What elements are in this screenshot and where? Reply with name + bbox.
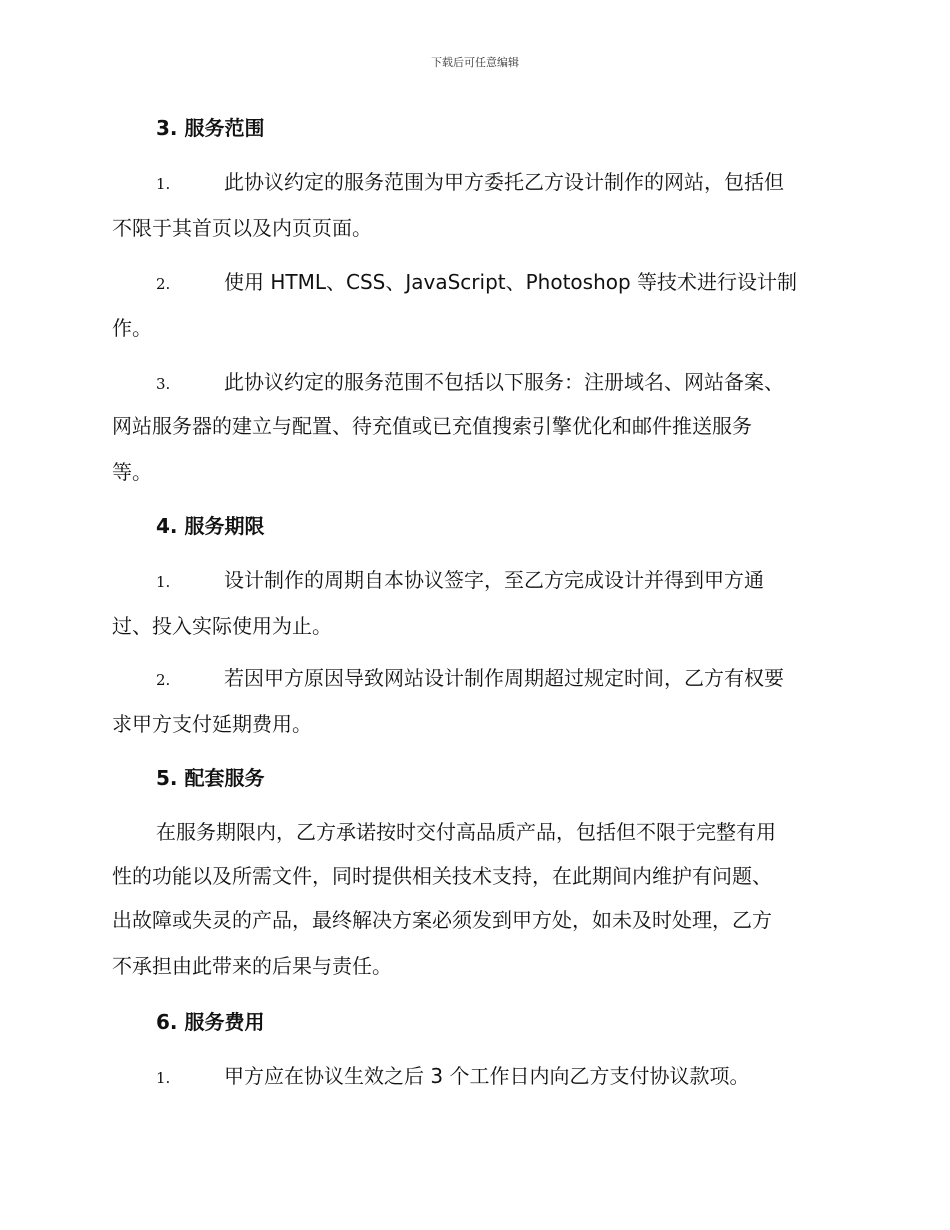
- list-item-line: 使用 HTML、CSS、JavaScript、Photoshop 等技术进行设计制: [224, 270, 798, 294]
- page-header: 下载后可任意编辑: [431, 56, 519, 69]
- list-item-line: 此协议约定的服务范围不包括以下服务：注册域名、网站备案、: [224, 370, 784, 394]
- paragraph-line: 出故障或失灵的产品，最终解决方案必须发到甲方处，如未及时处理，乙方: [112, 908, 772, 932]
- section-heading-5: 5. 配套服务: [156, 766, 265, 790]
- list-item-line: 等。: [112, 460, 152, 484]
- list-item-line: 设计制作的周期自本协议签字，至乙方完成设计并得到甲方通: [224, 568, 764, 592]
- list-item-number: 3.: [156, 375, 171, 393]
- list-item-line: 求甲方支付延期费用。: [112, 712, 312, 736]
- list-item-line: 此协议约定的服务范围为甲方委托乙方设计制作的网站，包括但: [224, 170, 784, 194]
- list-item-line: 网站服务器的建立与配置、待充值或已充值搜索引擎优化和邮件推送服务: [112, 414, 752, 438]
- list-item-number: 1.: [156, 1069, 171, 1087]
- paragraph-line: 在服务期限内，乙方承诺按时交付高品质产品，包括但不限于完整有用: [156, 820, 776, 844]
- list-item-number: 2.: [156, 275, 171, 293]
- list-item-line: 不限于其首页以及内页页面。: [112, 216, 372, 240]
- paragraph-line: 不承担由此带来的后果与责任。: [112, 954, 392, 978]
- list-item-number: 2.: [156, 671, 171, 689]
- section-heading-3: 3. 服务范围: [156, 116, 265, 140]
- paragraph-line: 性的功能以及所需文件，同时提供相关技术支持，在此期间内维护有问题、: [112, 864, 772, 888]
- list-item-number: 1.: [156, 573, 171, 591]
- list-item-line: 甲方应在协议生效之后 3 个工作日内向乙方支付协议款项。: [224, 1064, 750, 1088]
- section-heading-6: 6. 服务费用: [156, 1010, 265, 1034]
- list-item-number: 1.: [156, 175, 171, 193]
- list-item-line: 作。: [112, 316, 152, 340]
- section-heading-4: 4. 服务期限: [156, 514, 265, 538]
- list-item-line: 若因甲方原因导致网站设计制作周期超过规定时间，乙方有权要: [224, 666, 784, 690]
- list-item-line: 过、投入实际使用为止。: [112, 614, 332, 638]
